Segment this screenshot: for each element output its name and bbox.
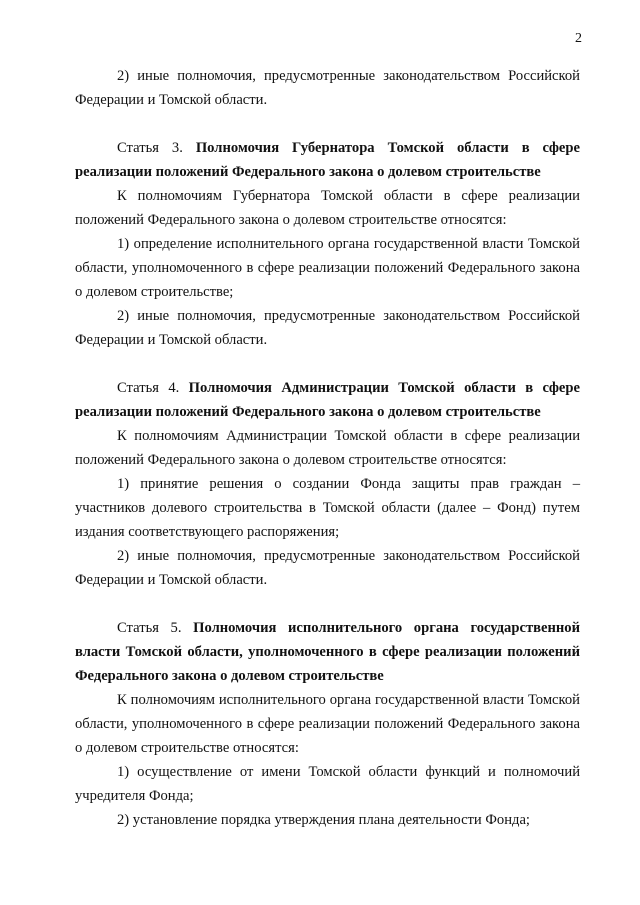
article-title: Полномочия Администрации Томской области в сфере реализации положений Федерального закона о долевом строительстве: [75, 380, 580, 420]
article-number: Статья 5.: [117, 620, 182, 636]
paragraph: 1) определение исполнительного органа государственной власти Томской области, уполномоченного в сфере реализации положений Федерального закона о долевом строительстве;: [75, 236, 580, 300]
article-number: Статья 4.: [117, 380, 180, 396]
document-body: [75, 64, 580, 832]
paragraph: 2) иные полномочия, предусмотренные законодательством Российской Федерации и Томской области.: [75, 68, 580, 108]
paragraph: 2) иные полномочия, предусмотренные законодательством Российской Федерации и Томской области.: [75, 548, 580, 588]
paragraph: 1) осуществление от имени Томской области функций и полномочий учредителя Фонда;: [75, 764, 580, 804]
page-number: 2: [575, 31, 582, 46]
paragraph: К полномочиям Губернатора Томской области в сфере реализации положений Федерального закона о долевом строительстве относятся:: [75, 188, 580, 228]
article-heading-4: [75, 376, 580, 424]
article-heading-5: [75, 616, 580, 688]
article-heading-3: [75, 136, 580, 184]
paragraph: 2) установление порядка утверждения плана деятельности Фонда;: [117, 812, 530, 828]
paragraph: 1) принятие решения о создании Фонда защиты прав граждан – участников долевого строительства в Томской области (далее – Фонд) путем издания соответствующего распоряжения;: [75, 476, 580, 540]
article-title: Полномочия исполнительного органа государственной власти Томской области, уполномоченного в сфере реализации положений Федерального закона о долевом строительстве: [75, 620, 580, 684]
paragraph: К полномочиям Администрации Томской области в сфере реализации положений Федерального закона о долевом строительстве относятся:: [75, 428, 580, 468]
article-number: Статья 3.: [117, 140, 183, 156]
paragraph: К полномочиям исполнительного органа государственной власти Томской области, уполномоченного в сфере реализации положений Федерального закона о долевом строительстве относятся:: [75, 692, 580, 756]
paragraph: 2) иные полномочия, предусмотренные законодательством Российской Федерации и Томской области.: [75, 308, 580, 348]
article-title: Полномочия Губернатора Томской области в сфере реализации положений Федерального закона о долевом строительстве: [75, 140, 580, 180]
